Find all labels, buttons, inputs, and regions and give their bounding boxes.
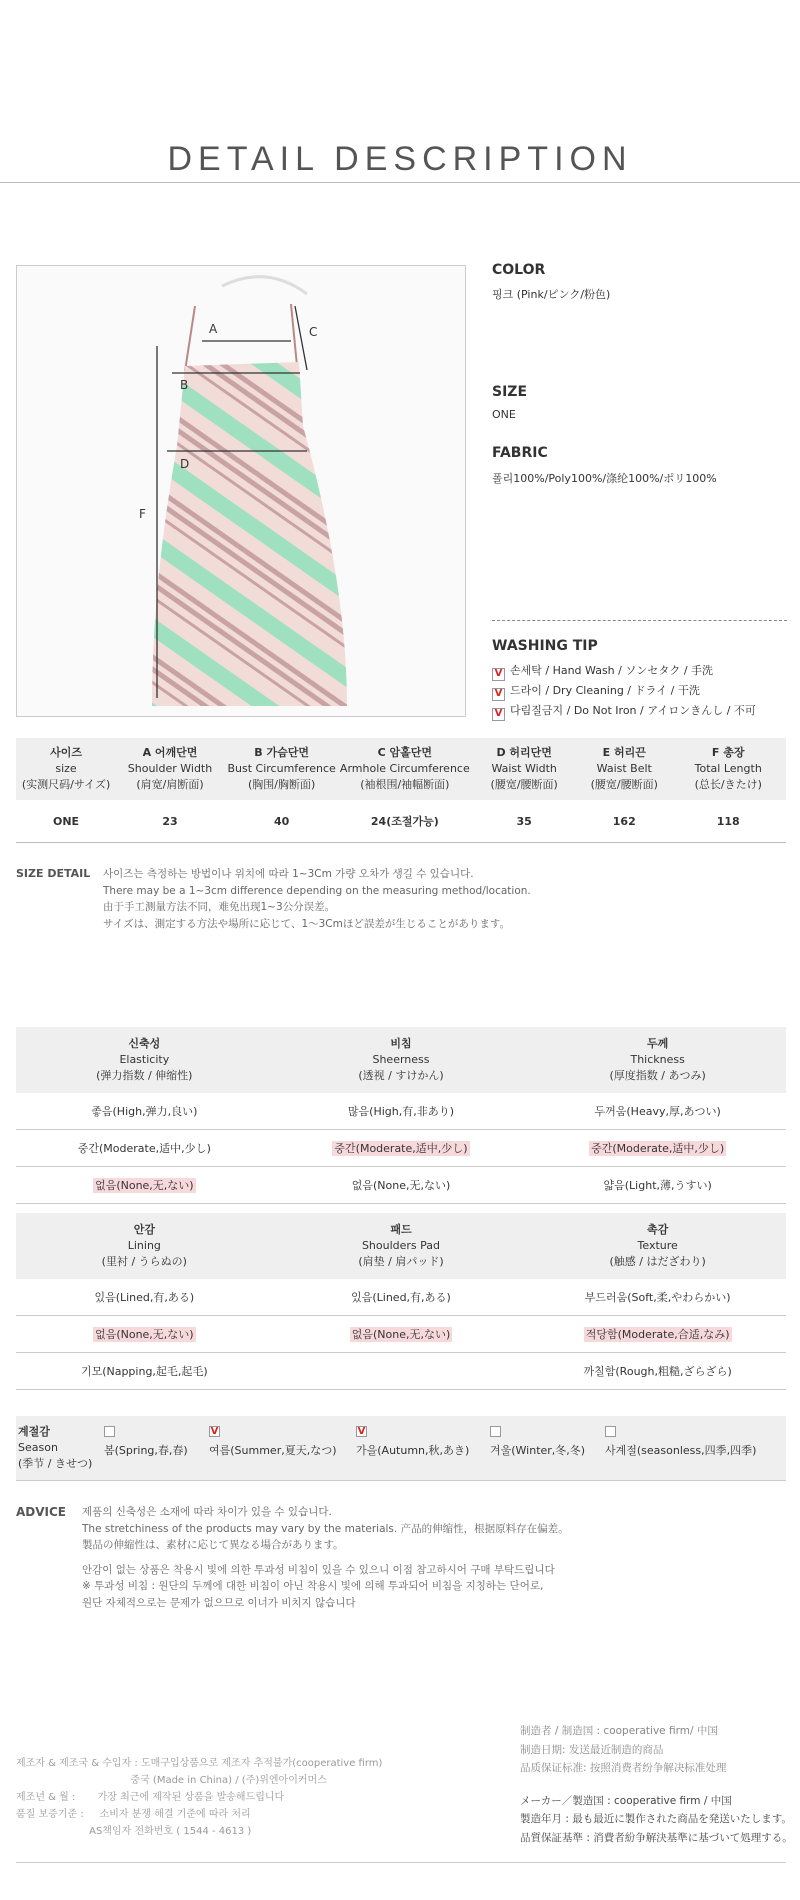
footer-line: メーカー／製造国 : cooperative firm / 中国 bbox=[520, 1794, 732, 1807]
size-value-cell: 118 bbox=[670, 800, 786, 843]
washing-item bbox=[492, 682, 700, 701]
footer-line: AS책임자 전화번호 ( 1544 - 4613 ) bbox=[16, 1826, 252, 1837]
property-header-cell: 안감 Lining (里衬 / うらぬの) bbox=[16, 1213, 273, 1279]
footer-line: 品質保証基準 : 消費者紛争解決基準に基づいて処理する。 bbox=[520, 1831, 793, 1844]
property-header-cell: 신축성 Elasticity (弹力指数 / 伸缩性) bbox=[16, 1027, 273, 1093]
property-row bbox=[16, 1167, 786, 1204]
dress-shape bbox=[152, 362, 347, 706]
property-cell bbox=[273, 1353, 530, 1390]
washing-item-label: 다림질금지 / Do Not Iron / アイロンきんし / 不可 bbox=[510, 704, 756, 717]
advice-text bbox=[82, 1504, 569, 1611]
property-cell bbox=[273, 1316, 530, 1353]
property-header-cell: 촉감 Texture (触感 / はだざわり) bbox=[529, 1213, 786, 1279]
size-detail-line: There may be a 1~3cm difference depending on the measuring method/location. bbox=[103, 884, 531, 897]
advice-line: The stretchiness of the products may vary by the materials. 产品的伸缩性，根据原料存在偏差。 bbox=[82, 1522, 569, 1535]
property-cell bbox=[529, 1130, 786, 1167]
washing-heading: WASHING TIP bbox=[492, 638, 598, 654]
selected-property: 없음(None,无,ない) bbox=[351, 1328, 451, 1341]
label-f: F bbox=[139, 507, 146, 521]
size-header-cell: B 가슴단면 Bust Circumference (胸围/胸断面) bbox=[224, 738, 340, 800]
footer-line: 品质保证标准: 按照消费者纷争解决标准处理 bbox=[520, 1762, 727, 1774]
check-icon: V bbox=[492, 668, 505, 681]
size-detail-line: 由于手工测量方法不同，难免出现1~3公分误差。 bbox=[103, 901, 336, 913]
checkbox-checked-icon: V bbox=[210, 1426, 219, 1437]
season-option-spring: 봄(Spring,春,春) bbox=[104, 1426, 188, 1458]
advice-label: ADVICE bbox=[16, 1505, 67, 1519]
checkbox-icon bbox=[490, 1426, 501, 1437]
property-row bbox=[16, 1093, 786, 1130]
size-header-cell: D 허리단면 Waist Width (腰宽/腰断面) bbox=[470, 738, 578, 800]
season-option-winter: 겨울(Winter,冬,冬) bbox=[490, 1426, 585, 1458]
property-cell: 좋음(High,弹力,良い) bbox=[16, 1093, 273, 1130]
footer-line: 制造日期: 发送最近制造的商品 bbox=[520, 1743, 664, 1756]
property-header-cell: 두께 Thickness (厚度指数 / あつみ) bbox=[529, 1027, 786, 1093]
size-value-cell: 35 bbox=[470, 800, 578, 843]
check-icon: V bbox=[492, 688, 505, 701]
size-table-header bbox=[16, 738, 786, 800]
fabric-properties-table bbox=[16, 1027, 786, 1204]
color-value: 핑크 (Pink/ピンク/粉色) bbox=[492, 288, 611, 301]
label-d: D bbox=[180, 457, 190, 471]
season-option-summer: V 여름(Summer,夏天,なつ) bbox=[209, 1426, 337, 1457]
selected-property: 중간(Moderate,适中,少し) bbox=[334, 1142, 468, 1155]
property-cell bbox=[529, 1316, 786, 1353]
size-value-cell: 23 bbox=[116, 800, 224, 843]
property-header-cell: 패드 Shoulders Pad (肩垫 / 肩パッド) bbox=[273, 1213, 530, 1279]
product-photo bbox=[16, 265, 466, 717]
fabric-heading: FABRIC bbox=[492, 445, 548, 461]
label-b: B bbox=[180, 378, 189, 392]
size-value-cell: 162 bbox=[578, 800, 670, 843]
season-label: 계절감 Season (季节 / きせつ) bbox=[18, 1425, 93, 1470]
property-row bbox=[16, 1353, 786, 1390]
season-option-autumn: V 가을(Autumn,秋,あき) bbox=[356, 1426, 470, 1457]
property-cell: 있음(Lined,有,ある) bbox=[16, 1279, 273, 1316]
washing-item-label: 드라이 / Dry Cleaning / ドライ / 干洗 bbox=[510, 684, 700, 697]
checkbox-icon bbox=[104, 1426, 115, 1437]
selected-property: 중간(Moderate,适中,少し) bbox=[591, 1142, 725, 1155]
size-header-cell: 사이즈 size (实测尺码/サイズ) bbox=[16, 738, 116, 800]
washing-item-label: 손세탁 / Hand Wash / ソンセタク / 手洗 bbox=[510, 664, 714, 677]
size-detail-text bbox=[103, 866, 531, 932]
fabric-value: 폴리100%/Poly100%/涤纶100%/ポリ100% bbox=[492, 472, 717, 485]
size-value-cell: 40 bbox=[224, 800, 340, 843]
size-header-cell: A 어깨단면 Shoulder Width (肩宽/肩断面) bbox=[116, 738, 224, 800]
footer-line: 制造者 / 制造国 : cooperative firm/ 中国 bbox=[520, 1725, 718, 1737]
selected-property: 적당함(Moderate,合适,なみ) bbox=[585, 1328, 730, 1341]
properties-header bbox=[16, 1027, 786, 1093]
property-cell: 부드러움(Soft,柔,やわらかい) bbox=[529, 1279, 786, 1316]
size-heading: SIZE bbox=[492, 384, 528, 400]
lining-properties-table bbox=[16, 1213, 786, 1390]
footer-manufacturer-info-cn-jp bbox=[520, 1722, 793, 1847]
washing-item bbox=[492, 662, 713, 681]
checkbox-icon bbox=[605, 1426, 616, 1437]
advice-line: 안감이 없는 상품은 착용시 빛에 의한 투과성 비침이 있을 수 있으니 이점 참고하시어 구매 부탁드립니다 bbox=[82, 1563, 555, 1576]
footer-line: 제조자 & 제조국 & 수입자 : 도매구입상품으로 제조자 추적불가(cooperative firm) bbox=[16, 1758, 383, 1769]
color-heading: COLOR bbox=[492, 262, 546, 278]
size-value: ONE bbox=[492, 408, 516, 421]
property-row bbox=[16, 1279, 786, 1316]
advice-line: 제품의 신축성은 소재에 따라 차이가 있을 수 있습니다. bbox=[82, 1506, 332, 1518]
property-cell: 두꺼움(Heavy,厚,あつい) bbox=[529, 1093, 786, 1130]
advice-line: ※ 투과성 비침 : 원단의 두께에 대한 비침이 아닌 착용시 빛에 의해 투과되어 비침을 지칭하는 단어로, bbox=[82, 1580, 544, 1592]
footer-manufacturer-info bbox=[16, 1755, 382, 1840]
size-detail-line: 사이즈는 측정하는 방법이나 위치에 따라 1~3Cm 가량 오차가 생길 수 있습니다. bbox=[103, 868, 474, 880]
property-header-cell: 비침 Sheerness (透视 / すけかん) bbox=[273, 1027, 530, 1093]
dashed-divider bbox=[492, 620, 787, 621]
label-c: C bbox=[309, 325, 318, 339]
advice-line: 원단 자체적으로는 문제가 없으므로 이너가 비치지 않습니다 bbox=[82, 1596, 356, 1609]
page-title: DETAIL DESCRIPTION bbox=[167, 140, 633, 178]
property-cell bbox=[273, 1130, 530, 1167]
property-cell: 까칠함(Rough,粗糙,ざらざら) bbox=[529, 1353, 786, 1390]
property-row bbox=[16, 1316, 786, 1353]
selected-property: 없음(None,无,ない) bbox=[95, 1179, 194, 1192]
size-value-cell: ONE bbox=[16, 800, 116, 843]
footer-line: 중국 (Made in China) / (주)위엔아이커머스 bbox=[16, 1775, 327, 1786]
footer-line: 製造年月 : 最も最近に製作された商品を発送いたします。 bbox=[520, 1813, 792, 1825]
title-divider bbox=[0, 182, 800, 183]
property-row bbox=[16, 1130, 786, 1167]
washing-item bbox=[492, 702, 756, 721]
season-option-seasonless: 사계절(seasonless,四季,四季) bbox=[605, 1426, 756, 1458]
dress-illustration bbox=[17, 266, 465, 716]
season-row bbox=[16, 1416, 786, 1481]
label-a: A bbox=[209, 322, 218, 336]
property-cell: 있음(Lined,有,ある) bbox=[273, 1279, 530, 1316]
size-detail-line: サイズは、測定する方法や場所に応じて、1～3Cmほど誤差が生じることがあります。 bbox=[103, 917, 511, 930]
footer-line: 제조년 & 월 : 가장 최근에 제작된 상품을 발송해드립니다 bbox=[16, 1792, 285, 1803]
footer-line: 품질 보증기준 : 소비자 분쟁 해결 기준에 따라 처리 bbox=[16, 1809, 251, 1820]
property-cell: 없음(None,无,ない) bbox=[273, 1167, 530, 1204]
property-cell: 중간(Moderate,适中,少し) bbox=[16, 1130, 273, 1167]
check-icon: V bbox=[492, 708, 505, 721]
size-header-cell: E 허리끈 Waist Belt (腰宽/腰断面) bbox=[578, 738, 670, 800]
size-header-cell: F 총장 Total Length (总长/きたけ) bbox=[670, 738, 786, 800]
size-value-cell: 24(조절가능) bbox=[339, 800, 470, 843]
size-table-row bbox=[16, 800, 786, 843]
property-cell: 많음(High,有,非あり) bbox=[273, 1093, 530, 1130]
property-cell: 기모(Napping,起毛,起毛) bbox=[16, 1353, 273, 1390]
size-detail-label: SIZE DETAIL bbox=[16, 867, 91, 880]
properties-header bbox=[16, 1213, 786, 1279]
footer-divider bbox=[16, 1862, 786, 1863]
property-cell: 얇음(Light,薄,うすい) bbox=[529, 1167, 786, 1204]
size-header-cell: C 암홀단면 Armhole Circumference (袖根围/袖幅断面) bbox=[339, 738, 470, 800]
advice-line: 製品の伸縮性は、素材に応じて異なる場合があります。 bbox=[82, 1539, 344, 1551]
property-cell bbox=[16, 1167, 273, 1204]
size-table bbox=[16, 738, 786, 843]
selected-property: 없음(None,无,ない) bbox=[95, 1328, 194, 1341]
checkbox-checked-icon: V bbox=[357, 1426, 366, 1437]
property-cell bbox=[16, 1316, 273, 1353]
